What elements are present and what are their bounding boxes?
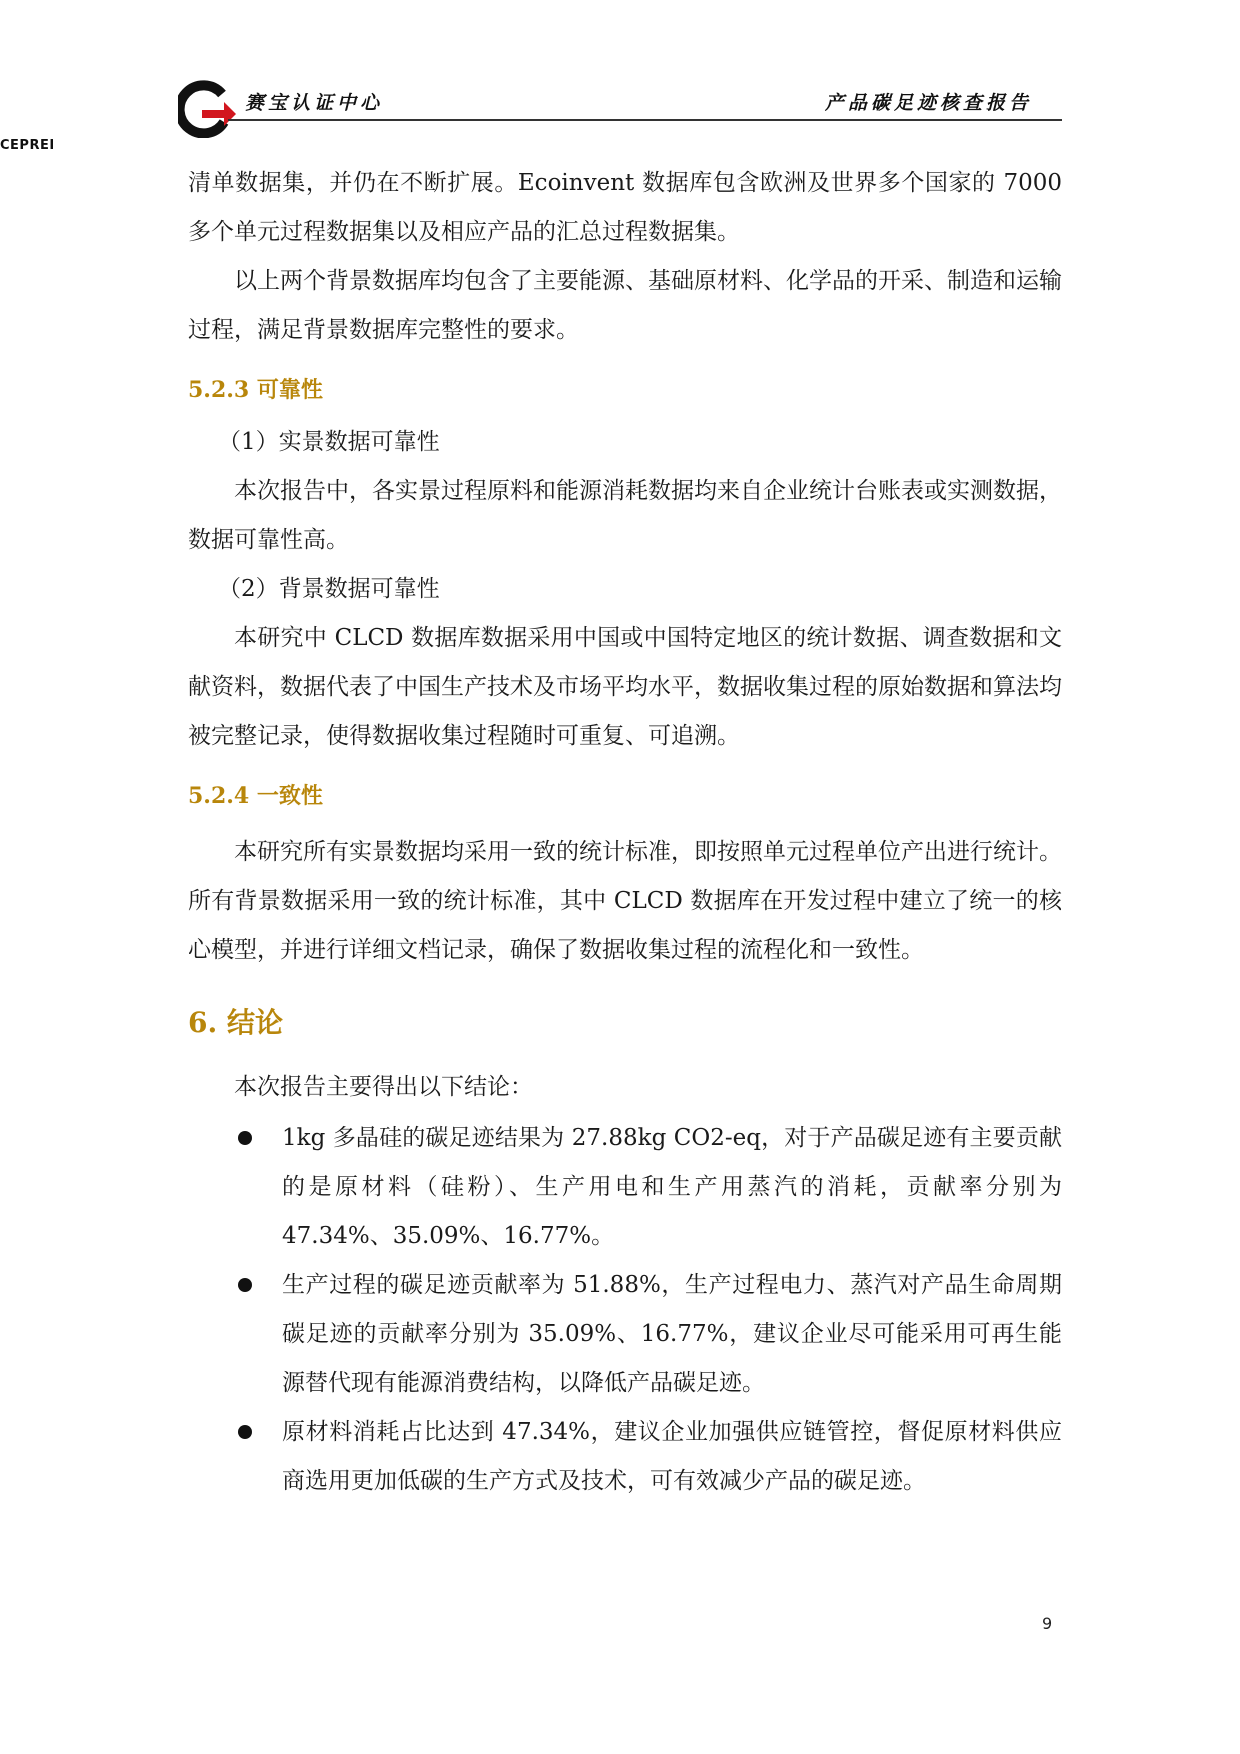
- paragraph: 本研究中 CLCD 数据库数据采用中国或中国特定地区的统计数据、调查数据和文献资料，数据代表了中国生产技术及市场平均水平，数据收集过程的原始数据和算法均被完整记录，使得数据收集过程随时可重复、可追溯。: [188, 625, 1062, 749]
- bullet-icon: [238, 1278, 252, 1292]
- list-item: [188, 1408, 1062, 1506]
- paragraph: 本研究所有实景数据均采用一致的统计标准，即按照单元过程单位产出进行统计。所有背景数据采用一致的统计标准，其中 CLCD 数据库在开发过程中建立了统一的核心模型，并进行详细文档记录，确保了数据收集过程的流程化和一致性。: [188, 839, 1062, 963]
- list-item-text: 生产过程的碳足迹贡献率为 51.88%，生产过程电力、蒸汽对产品生命周期碳足迹的贡献率分别为 35.09%、16.77%，建议企业尽可能采用可再生能源替代现有能源消费结构，以降低产品碳足迹。: [282, 1272, 1062, 1396]
- page-number: 9: [1042, 1614, 1053, 1633]
- conclusion-list: [188, 1114, 1062, 1506]
- subheading: （2）背景数据可靠性: [218, 576, 440, 602]
- paragraph: 本次报告主要得出以下结论：: [234, 1074, 533, 1100]
- org-name: 赛宝认证中心: [245, 92, 384, 114]
- report-title: 产品碳足迹核查报告: [824, 92, 1032, 114]
- list-item-text: 原材料消耗占比达到 47.34%，建议企业加强供应链管控，督促原材料供应商选用更加低碳的生产方式及技术，可有效减少产品的碳足迹。: [282, 1419, 1062, 1494]
- paragraph: 以上两个背景数据库均包含了主要能源、基础原材料、化学品的开采、制造和运输过程，满足背景数据库完整性的要求。: [188, 268, 1062, 343]
- section-heading-6: 6. 结论: [188, 1006, 283, 1039]
- section-heading-5-2-4: 5.2.4 一致性: [188, 783, 323, 809]
- page-content: [188, 155, 1062, 1506]
- list-item: [188, 1114, 1062, 1261]
- subheading: （1）实景数据可靠性: [218, 429, 440, 455]
- section-heading-5-2-3: 5.2.3 可靠性: [188, 377, 323, 403]
- logo-caption: CEPREI: [0, 138, 55, 153]
- bullet-icon: [238, 1425, 252, 1439]
- paragraph: 清单数据集，并仍在不断扩展。Ecoinvent 数据库包含欧洲及世界多个国家的 7000 多个单元过程数据集以及相应产品的汇总过程数据集。: [188, 170, 1062, 245]
- ceprei-logo: [178, 80, 238, 138]
- header-divider: [228, 119, 1062, 121]
- paragraph: 本次报告中，各实景过程原料和能源消耗数据均来自企业统计台账表或实测数据，数据可靠性高。: [188, 478, 1062, 553]
- list-item-text: 1kg 多晶硅的碳足迹结果为 27.88kg CO2-eq，对于产品碳足迹有主要贡献的是原材料（硅粉）、生产用电和生产用蒸汽的消耗，贡献率分别为 47.34%、35.09%、16.77%。: [282, 1125, 1062, 1249]
- list-item: [188, 1261, 1062, 1408]
- bullet-icon: [238, 1131, 252, 1145]
